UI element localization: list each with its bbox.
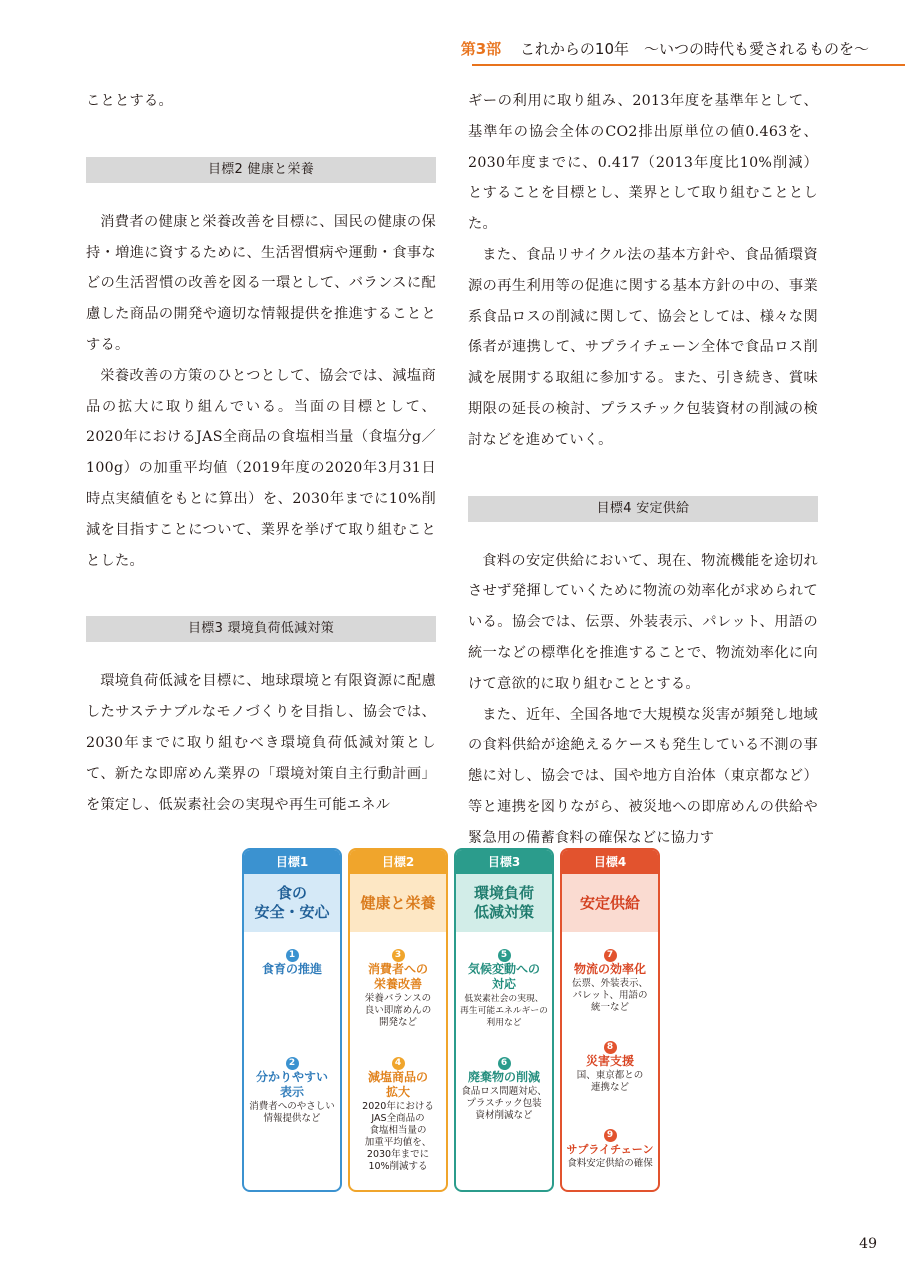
item-label: 物流の効率化 <box>573 962 646 976</box>
goal-item <box>350 1050 446 1173</box>
item-number: 1 <box>286 949 299 962</box>
item-label: サプライチェーン <box>566 1143 654 1156</box>
goal-item <box>244 942 340 977</box>
item-note: 食料安定供給の確保 <box>567 1158 653 1169</box>
goal-card-4 <box>560 848 660 1192</box>
goal-item <box>562 1034 658 1094</box>
item-label: 廃棄物の削減 <box>467 1070 540 1084</box>
goal-title: 食の 安全・安心 <box>244 874 340 932</box>
page-number: 49 <box>859 1236 877 1252</box>
item-note: 2020年における JAS全商品の 食塩相当量の 加重平均値を、 2030年までに 10%削減する <box>362 1101 434 1172</box>
running-header <box>461 38 869 64</box>
paragraph: ギーの利用に取り組み、2013年度を基準年として、基準年の協会全体のCO2排出原単位の値0.463を、2030年度までに、0.417（2013年度比10%削減）とすることを目標とし、業界として取り組むこととした。 <box>468 93 818 233</box>
goal-caption: 目標4 <box>562 850 658 874</box>
item-note: 栄養バランスの 良い即席めんの 開発など <box>364 993 432 1028</box>
goal-item <box>456 942 552 1029</box>
section-heading-goal2: 目標2 健康と栄養 <box>86 157 436 183</box>
paragraph: 消費者の健康と栄養改善を目標に、国民の健康の保持・増進に資するために、生活習慣病や運動・食事などの生活習慣の改善を図る一環として、バランスに配慮した商品の開発や適切な情報提供を推進することとする。 <box>86 213 436 353</box>
goal-card-1 <box>242 848 342 1192</box>
item-label: 災害支援 <box>585 1054 634 1068</box>
goal-item <box>562 942 658 1014</box>
item-note: 低炭素社会の実現、 再生可能エネルギーの 利用など <box>460 994 548 1028</box>
goal-item <box>456 1050 552 1122</box>
goal-caption: 目標3 <box>456 850 552 874</box>
goal-card-3 <box>454 848 554 1192</box>
goal-title: 健康と栄養 <box>350 874 446 932</box>
paragraph: 環境負荷低減を目標に、地球環境と有限資源に配慮したサステナブルなモノづくりを目指し、協会では、2030年までに取り組むべき環境負荷低減対策として、新たな即席めん業界の「環境対策自主行動計画」を策定し、低炭素社会の実現や再生可能エネル <box>86 673 436 813</box>
goal-item <box>350 942 446 1029</box>
chapter-title: これからの10年 ～いつの時代も愛されるものを～ <box>519 40 869 58</box>
paragraph: 栄養改善の方策のひとつとして、協会では、減塩商品の拡大に取り組んでいる。当面の目標として、2020年におけるJAS全商品の食塩相当量（食塩分g／100g）の加重平均値（2019年度の2020年3月31日時点実績値をもとに算出）を、2030年までに10%削減を目指すことについて、業界を挙げて取り組むこととした。 <box>86 367 436 569</box>
item-number: 9 <box>604 1129 617 1142</box>
left-column <box>86 86 436 820</box>
paragraph: また、食品リサイクル法の基本方針や、食品循環資源の再生利用等の促進に関する基本方針の中の、事業系食品ロスの削減に関して、協会としては、様々な関係者が連携して、サプライチェーン全体で食品ロス削減を展開する取組に参加する。また、引き続き、賞味期限の延長の検討、プラスチック包装資材の削減の検討などを進めていく。 <box>468 246 818 448</box>
item-number: 6 <box>498 1057 511 1070</box>
item-number: 8 <box>604 1041 617 1054</box>
paragraph: こととする。 <box>86 93 173 109</box>
item-note: 消費者へのやさしい 情報提供など <box>249 1101 335 1124</box>
item-label: 消費者への 栄養改善 <box>367 962 428 991</box>
item-label: 気候変動への 対応 <box>467 962 540 991</box>
item-note: 国、東京都との 連携など <box>576 1070 644 1093</box>
goal-card-2 <box>348 848 448 1192</box>
part-label: 第3部 <box>460 40 502 58</box>
goals-diagram <box>242 848 662 1194</box>
item-label: 食育の推進 <box>261 962 322 976</box>
item-number: 2 <box>286 1057 299 1070</box>
item-note: 伝票、外装表示、 パレット、用語の 統一など <box>571 978 648 1013</box>
goal-item <box>244 1050 340 1125</box>
goal-caption: 目標1 <box>244 850 340 874</box>
goal-item <box>562 1122 658 1170</box>
paragraph: 食料の安定供給において、現在、物流機能を途切れさせず発揮していくために物流の効率化が求められている。協会では、伝票、外装表示、パレット、用語の統一などの標準化を推進することで、物流効率化に向けて意欲的に取り組むこととする。 <box>468 552 818 692</box>
paragraph: また、近年、全国各地で大規模な災害が頻発し地域の食料供給が途絶えるケースも発生している不測の事態に対し、協会では、国や地方自治体（東京都など）等と連携を図りながら、被災地への即席めんの供給や緊急用の備蓄食料の確保などに協力す <box>468 706 818 846</box>
goal-title: 安定供給 <box>562 874 658 932</box>
item-number: 3 <box>392 949 405 962</box>
header-rule <box>472 64 905 66</box>
item-number: 5 <box>498 949 511 962</box>
item-label: 減塩商品の 拡大 <box>367 1070 428 1099</box>
item-number: 7 <box>604 949 617 962</box>
section-heading-goal4: 目標4 安定供給 <box>468 496 818 522</box>
goal-caption: 目標2 <box>350 850 446 874</box>
item-note: 食品ロス問題対応、 プラスチック包装 資材削減など <box>461 1086 547 1121</box>
item-number: 4 <box>392 1057 405 1070</box>
item-label: 分かりやすい 表示 <box>255 1070 328 1099</box>
section-heading-goal3: 目標3 環境負荷低減対策 <box>86 616 436 642</box>
goal-title: 環境負荷 低減対策 <box>456 874 552 932</box>
right-column <box>468 86 818 854</box>
